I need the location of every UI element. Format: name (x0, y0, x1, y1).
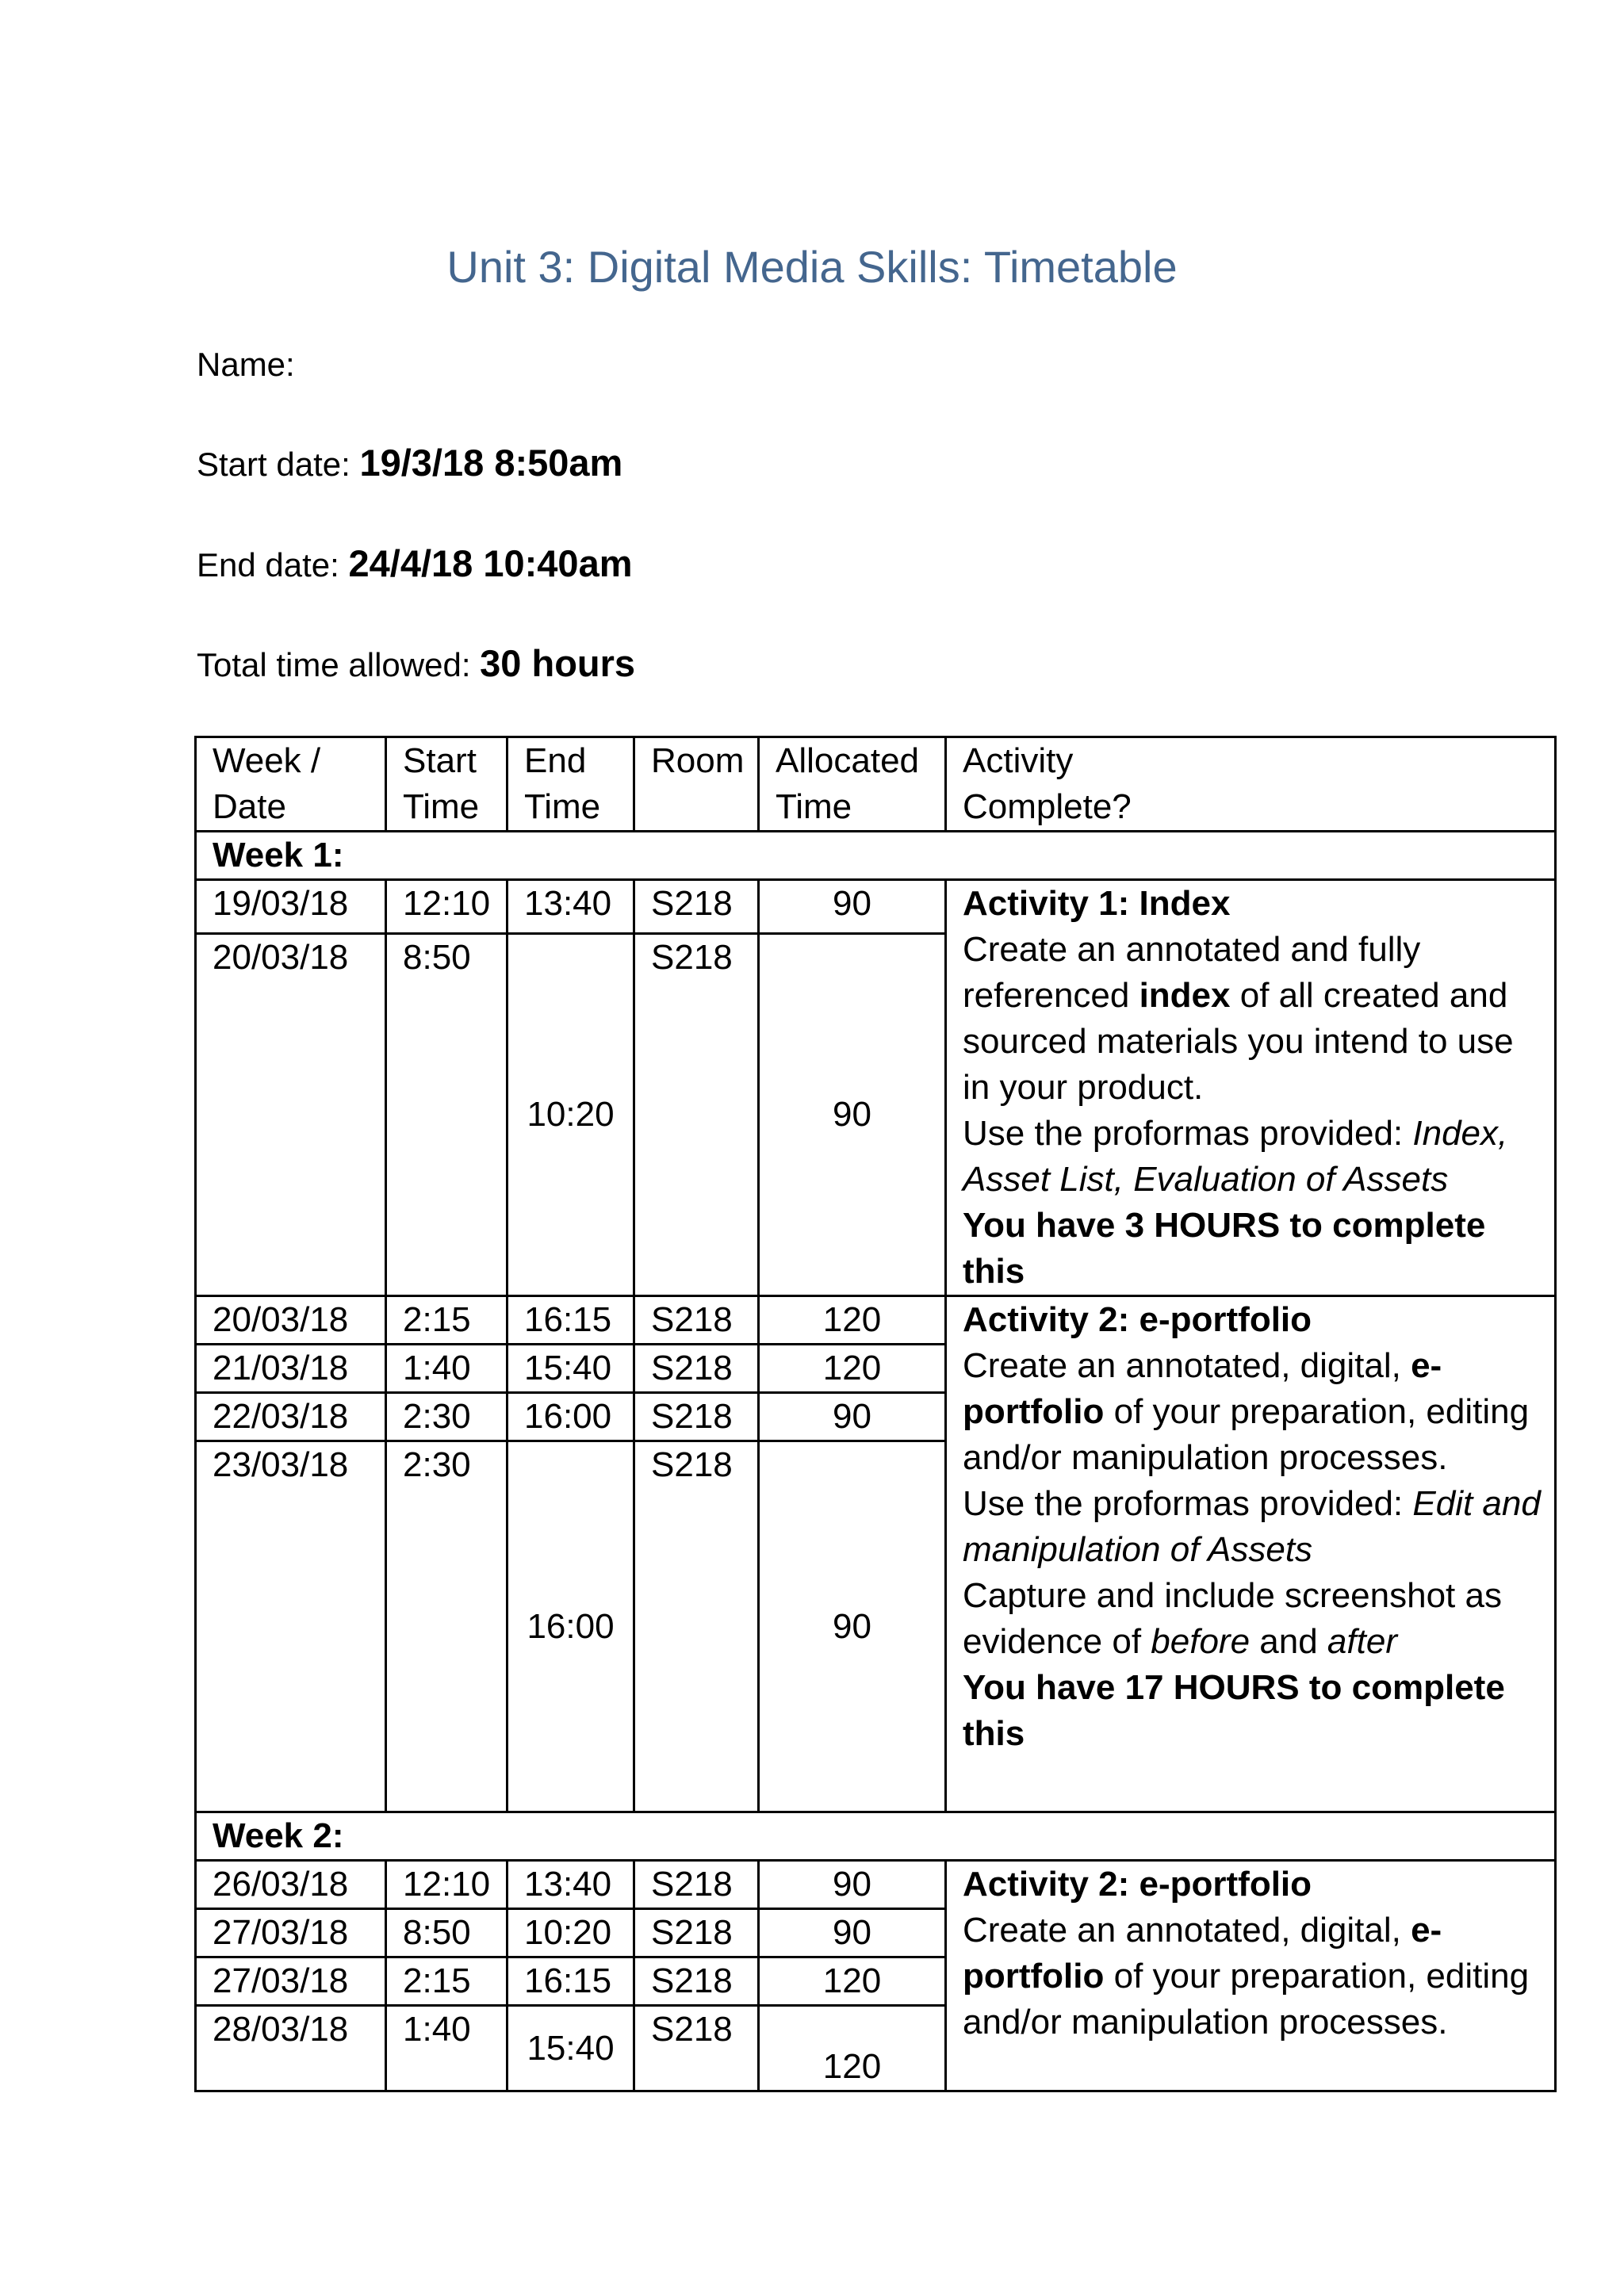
start-date-value: 19/3/18 8:50am (359, 442, 623, 484)
end-time-cell: 16:00 (508, 1441, 634, 1812)
date-cell: 20/03/18 (196, 1296, 386, 1345)
header-activity: Activity Complete? (946, 737, 1556, 832)
date-cell: 23/03/18 (196, 1441, 386, 1812)
date-cell: 19/03/18 (196, 880, 386, 934)
room-cell: S218 (634, 933, 759, 1295)
end-date-label: End date: (197, 546, 349, 584)
table-row (196, 1861, 1556, 1909)
start-time-cell: 8:50 (386, 933, 508, 1295)
end-time-cell: 13:40 (508, 1861, 634, 1909)
end-time-cell: 16:15 (508, 1957, 634, 2006)
start-date-field (197, 441, 622, 484)
allocated-time-cell: 90 (759, 1909, 946, 1957)
allocated-time-cell: 120 (759, 1296, 946, 1345)
activity-2-cell: Activity 2: e-portfolio Create an annotated, digital, e-portfolio of your preparation, editing and/or manipulation processes. Use the proformas provided: Edit and manipulation of Assets Capture and include screenshot as evidence of before and after You have 17 HOURS to complete this (946, 1296, 1556, 1812)
end-time-cell: 13:40 (508, 880, 634, 934)
total-time-field (197, 641, 635, 685)
total-time-label: Total time allowed: (197, 646, 481, 683)
allocated-time-cell: 90 (759, 933, 946, 1295)
start-time-cell: 2:30 (386, 1393, 508, 1441)
end-time-cell: 15:40 (508, 1345, 634, 1393)
header-room: Room (634, 737, 759, 832)
start-time-cell: 2:15 (386, 1957, 508, 2006)
date-cell: 28/03/18 (196, 2006, 386, 2091)
date-cell: 27/03/18 (196, 1909, 386, 1957)
date-cell: 20/03/18 (196, 933, 386, 1295)
start-time-cell: 8:50 (386, 1909, 508, 1957)
end-date-value: 24/4/18 10:40am (348, 542, 633, 584)
date-cell: 22/03/18 (196, 1393, 386, 1441)
total-time-value: 30 hours (480, 642, 636, 684)
allocated-time-cell: 120 (759, 1345, 946, 1393)
end-date-field (197, 541, 633, 585)
timetable (194, 736, 1557, 2092)
allocated-time-cell: 90 (759, 1441, 946, 1812)
start-time-cell: 1:40 (386, 2006, 508, 2091)
header-start-time: Start Time (386, 737, 508, 832)
end-time-cell: 10:20 (508, 933, 634, 1295)
activity-2-heading: Activity 2: e-portfolio (963, 1300, 1312, 1339)
room-cell: S218 (634, 1345, 759, 1393)
date-cell: 21/03/18 (196, 1345, 386, 1393)
room-cell: S218 (634, 880, 759, 934)
name-field (197, 346, 295, 384)
room-cell: S218 (634, 1393, 759, 1441)
start-time-cell: 1:40 (386, 1345, 508, 1393)
week-2-row (196, 1812, 1556, 1861)
allocated-time-cell: 90 (759, 1393, 946, 1441)
start-time-cell: 2:30 (386, 1441, 508, 1812)
allocated-time-cell: 90 (759, 1861, 946, 1909)
header-week-date: Week / Date (196, 737, 386, 832)
end-time-cell: 16:00 (508, 1393, 634, 1441)
name-label: Name: (197, 346, 295, 383)
end-time-cell: 10:20 (508, 1909, 634, 1957)
room-cell: S218 (634, 1296, 759, 1345)
activity-2-hours: You have 17 HOURS to complete this (963, 1668, 1505, 1753)
room-cell: S218 (634, 1909, 759, 1957)
room-cell: S218 (634, 1957, 759, 2006)
activity-1-heading: Activity 1: Index (963, 884, 1231, 923)
room-cell: S218 (634, 1861, 759, 1909)
date-cell: 26/03/18 (196, 1861, 386, 1909)
allocated-time-cell: 120 (759, 2006, 946, 2091)
start-date-label: Start date: (197, 446, 360, 483)
table-row (196, 1296, 1556, 1345)
week-2-label: Week 2: (196, 1812, 1556, 1861)
week-2-activity-heading: Activity 2: e-portfolio (963, 1865, 1312, 1904)
room-cell: S218 (634, 1441, 759, 1812)
room-cell: S218 (634, 2006, 759, 2091)
allocated-time-cell: 120 (759, 1957, 946, 2006)
start-time-cell: 12:10 (386, 880, 508, 934)
header-allocated-time: Allocated Time (759, 737, 946, 832)
activity-1-cell: Activity 1: Index Create an annotated and fully referenced index of all created and sourced materials you intend to use in your product. Use the proformas provided: Index, Asset List, Evaluation of Assets You have 3 HOURS to complete this (946, 880, 1556, 1296)
end-time-cell: 16:15 (508, 1296, 634, 1345)
header-row (196, 737, 1556, 832)
week-1-row (196, 832, 1556, 880)
page-title: Unit 3: Digital Media Skills: Timetable (446, 242, 1178, 292)
start-time-cell: 2:15 (386, 1296, 508, 1345)
start-time-cell: 12:10 (386, 1861, 508, 1909)
table-row (196, 880, 1556, 934)
header-end-time: End Time (508, 737, 634, 832)
activity-1-hours: You have 3 HOURS to complete this (963, 1206, 1486, 1291)
end-time-cell: 15:40 (508, 2006, 634, 2091)
week-2-activity-cell: Activity 2: e-portfolio Create an annotated, digital, e-portfolio of your preparation, editing and/or manipulation processes. (946, 1861, 1556, 2091)
date-cell: 27/03/18 (196, 1957, 386, 2006)
allocated-time-cell: 90 (759, 880, 946, 934)
week-1-label: Week 1: (196, 832, 1556, 880)
